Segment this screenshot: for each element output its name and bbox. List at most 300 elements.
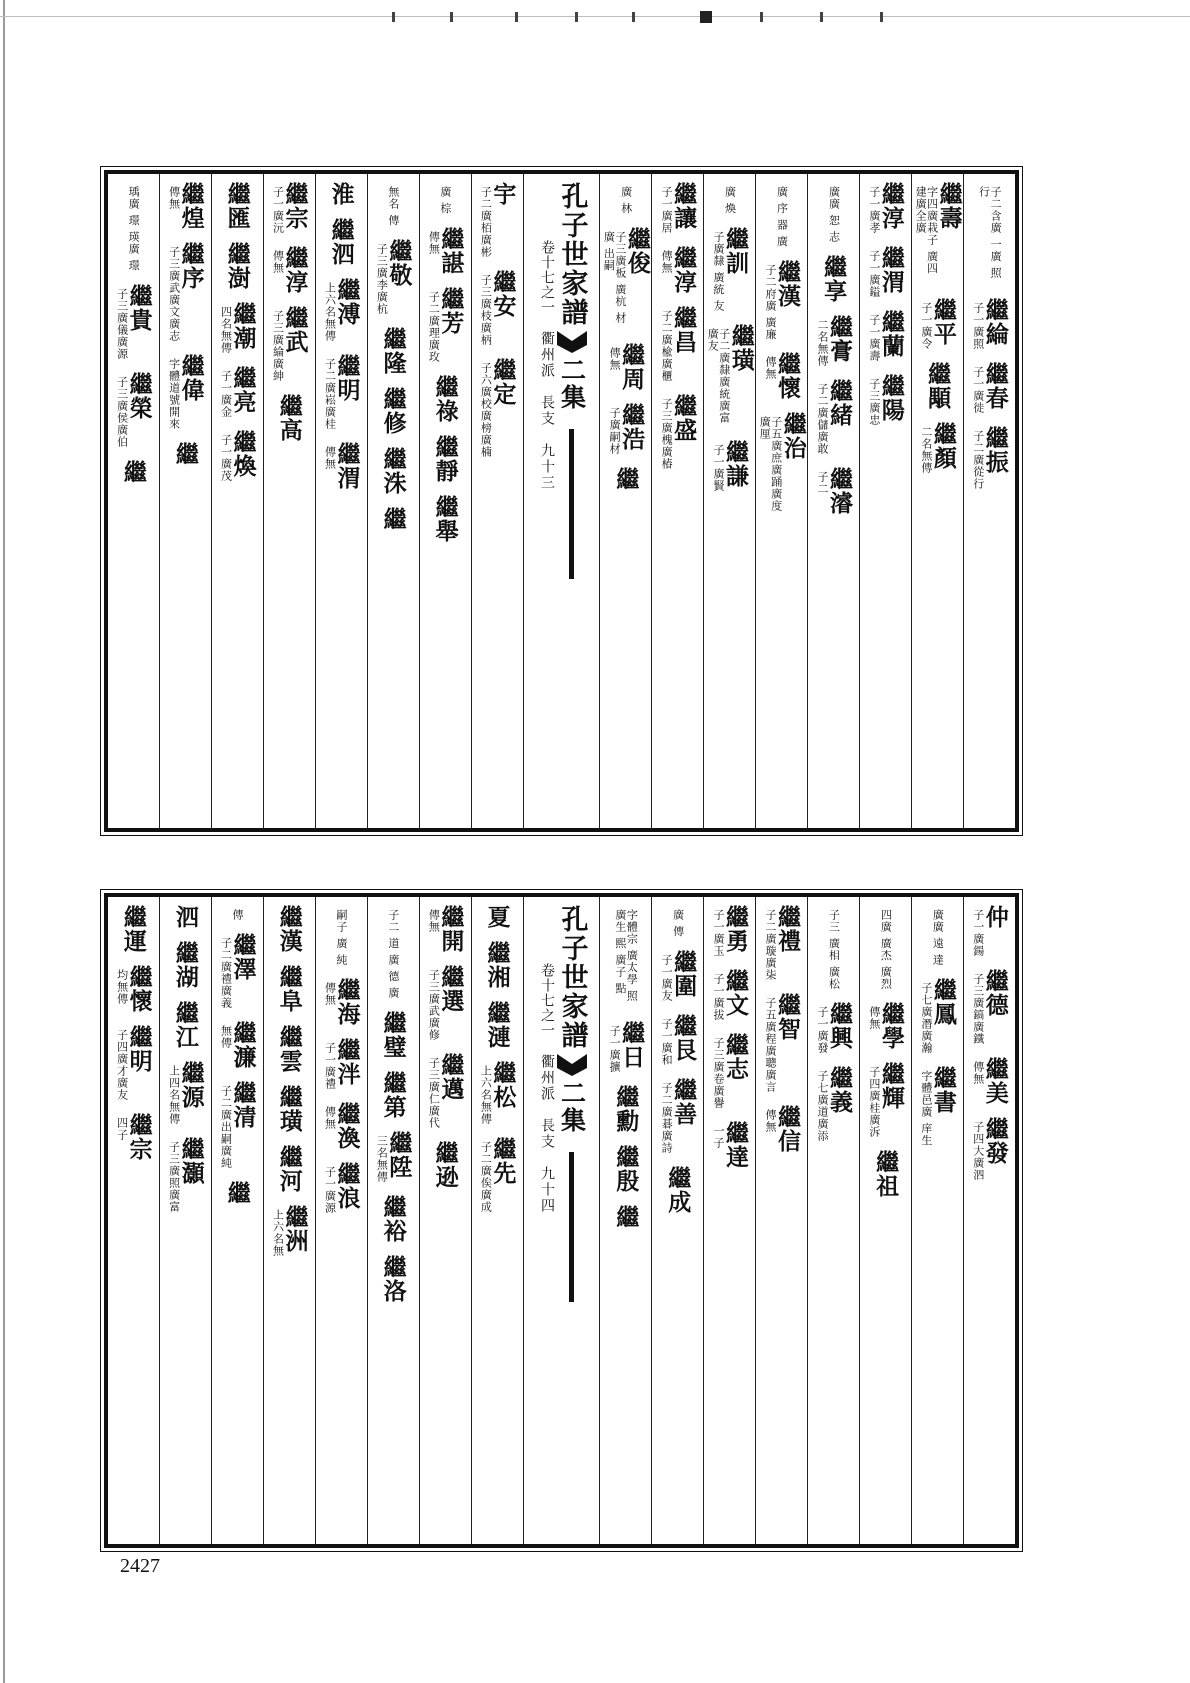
person-name: 繼善: [670, 1077, 698, 1126]
person-note: 子一廣壽: [867, 314, 881, 362]
genealogy-entry: [480, 1137, 515, 1213]
genealogy-entry: [603, 227, 649, 331]
genealogy-entry: [972, 362, 1007, 414]
genealogy-column: [315, 897, 367, 1544]
person-name: 繼宗: [281, 182, 309, 230]
genealogy-entry: [324, 1038, 359, 1090]
genealogy-entry: [428, 905, 463, 953]
genealogy-entry: [428, 965, 463, 1041]
person-note: 子二廣俟廣成: [479, 1141, 493, 1213]
center-black-bar: [569, 429, 574, 579]
genealogy-column: [859, 174, 911, 828]
person-note: 子二廣璇廣柒: [763, 909, 777, 981]
person-name: 繼洙: [379, 446, 407, 495]
genealogy-entry: [712, 969, 750, 1021]
person-note: 子一廣賢: [712, 443, 726, 492]
person-name: 繼圍: [670, 949, 698, 998]
genealogy-column: [963, 174, 1015, 828]
person-note: 子廣嗣材: [608, 406, 622, 455]
person-note: 子一廣沅: [271, 186, 285, 234]
person-name: 繼勳: [612, 1085, 640, 1133]
person-note: 子四大廣泗: [971, 1121, 985, 1181]
person-name: 繼浩: [618, 402, 646, 451]
person-name: 繼淳: [877, 182, 905, 230]
collection-label: 二集: [557, 357, 587, 411]
genealogy-entry: [379, 446, 407, 495]
genealogy-entry: [483, 1001, 511, 1049]
genealogy-entry: [379, 1071, 407, 1119]
person-note: 傳無: [323, 982, 337, 1006]
genealogy-entry: [116, 1025, 151, 1101]
person-name: 繼志: [722, 1033, 750, 1081]
genealogy-entry: [932, 905, 944, 966]
person-name: 繼顏: [929, 422, 957, 470]
person-note: 四廣 廣杰 廣烈: [879, 909, 893, 990]
genealogy-entry: [275, 394, 303, 442]
person-name: 繼盛: [670, 394, 698, 442]
person-name: 繼: [379, 506, 407, 531]
person-name: 繼讓: [670, 182, 698, 230]
person-name: 繼祖: [872, 1150, 900, 1198]
person-note: 子二廣出嗣廣純: [219, 1085, 233, 1169]
person-note: 子三 廣相 廣松: [827, 909, 841, 990]
person-name: 繼: [119, 459, 147, 484]
person-note: 廣 煥: [723, 186, 737, 215]
person-name: 繼定: [489, 358, 517, 406]
person-name: 繼澤: [229, 933, 257, 981]
genealogy-entry: [920, 978, 955, 1054]
genealogy-column: [859, 897, 911, 1544]
person-note: 子二廣儲廣敢: [815, 383, 829, 455]
person-note: 子三廣武廣文廣志: [167, 246, 181, 342]
person-note: 子一廣和: [660, 1017, 674, 1066]
genealogy-entry: [972, 298, 1007, 350]
person-name: 繼宗: [125, 1113, 153, 1161]
genealogy-entry: [776, 182, 788, 248]
person-name: 宇: [489, 182, 517, 206]
genealogy-entry: [972, 426, 1007, 490]
genealogy-entry: [324, 442, 359, 490]
genealogy-entry: [379, 1255, 407, 1303]
person-note: 子一廣發: [815, 1006, 829, 1054]
person-name: 繼顒: [924, 362, 952, 410]
person-name: 繼膏: [825, 315, 853, 363]
genealogy-entry: [272, 306, 307, 382]
genealogy-entry: [220, 430, 255, 482]
genealogy-entry: [171, 442, 199, 466]
genealogy-entry: [920, 422, 955, 474]
genealogy-entry: [324, 278, 359, 342]
person-name: 繼武: [281, 306, 309, 354]
genealogy-column: [651, 897, 703, 1544]
genealogy-column: [911, 174, 963, 828]
genealogy-entry: [232, 905, 244, 921]
person-name: 繼治: [779, 412, 807, 460]
person-note: 廣 序 器 廣: [775, 186, 789, 248]
genealogy-entry: [379, 1011, 407, 1059]
genealogy-entry: [920, 298, 955, 350]
person-note: 子一廣友: [660, 953, 674, 1002]
chapter-label: 卷十七之一: [538, 240, 555, 315]
person-name: 繼邁: [437, 1053, 465, 1101]
person-note: 子二廣隸廣統廣富廣友: [706, 327, 731, 424]
genealogy-entry: [428, 227, 463, 275]
genealogy-entry: [661, 182, 696, 234]
genealogy-entry: [168, 1061, 203, 1125]
genealogy-entry: [816, 467, 851, 515]
genealogy-entry: [431, 434, 459, 483]
person-name: 繼璧: [379, 1011, 407, 1059]
genealogy-entry: [275, 1145, 303, 1193]
genealogy-column: [755, 174, 807, 828]
genealogy-entry: [116, 372, 151, 448]
genealogy-column: [807, 174, 859, 828]
genealogy-column: [159, 897, 211, 1544]
genealogy-entry: [387, 182, 399, 227]
person-note: 傳無: [167, 186, 181, 210]
fish-tail-ornament-icon: [557, 331, 587, 353]
genealogy-entry: [324, 978, 359, 1026]
genealogy-entry: [712, 439, 750, 492]
person-name: 繼輝: [877, 1062, 905, 1110]
person-name: 繼洲: [281, 1205, 309, 1253]
genealogy-entry: [620, 182, 632, 215]
genealogy-entry: [324, 354, 359, 430]
genealogy-entry: [978, 182, 1001, 286]
person-name: 繼安: [489, 270, 517, 318]
person-name: 繼: [612, 1205, 640, 1229]
person-note: 子三廣綸廣紳: [271, 310, 285, 382]
person-name: 繼淳: [670, 246, 698, 294]
genealogy-column: [703, 174, 755, 828]
person-name: 繼隆: [379, 326, 407, 375]
person-name: 繼日: [618, 1021, 646, 1069]
person-name: 繼清: [229, 1081, 257, 1129]
person-note: 子二廣理廣玫: [427, 290, 441, 363]
person-note: 子一廣居: [660, 186, 674, 234]
person-name: 繼艮: [670, 1013, 698, 1062]
genealogy-entry: [868, 182, 903, 234]
genealogy-column: [599, 897, 651, 1544]
genealogy-entry: [920, 1066, 955, 1147]
person-note: 二名無傳: [919, 426, 933, 474]
genealogy-entry: [275, 965, 303, 1013]
genealogy-entry: [171, 1001, 199, 1049]
person-name: 繼懷: [773, 352, 801, 400]
genealogy-entry: [609, 1021, 644, 1073]
person-name: 繼祿: [431, 374, 459, 423]
person-name: 繼溥: [333, 278, 361, 326]
person-name: 繼湘: [483, 941, 511, 989]
genealogy-entry: [275, 905, 303, 953]
person-name: 繼發: [981, 1117, 1009, 1165]
person-note: 子三廣武廣修: [427, 969, 441, 1041]
person-name: 繼松: [489, 1061, 517, 1109]
person-name: 繼漣: [483, 1001, 511, 1049]
person-name: 繼亮: [229, 366, 257, 414]
person-name: 繼義: [825, 1066, 853, 1114]
person-note: 瑀廣 璟 瑛廣 璟: [127, 186, 141, 272]
genealogy-entry: [431, 494, 459, 543]
person-note: 傳無: [763, 1109, 777, 1133]
person-name: 繼智: [773, 993, 801, 1041]
genealogy-entry: [712, 905, 750, 957]
person-note: 子一廣源: [323, 1166, 337, 1214]
person-name: 繼訓: [722, 226, 750, 275]
genealogy-entry: [972, 1117, 1007, 1181]
person-note: 上六名無: [271, 1209, 285, 1257]
genealogy-column: [755, 897, 807, 1544]
genealogy-entry: [724, 182, 736, 215]
genealogy-column: [651, 174, 703, 828]
chapter-label: 卷十七之一: [538, 963, 555, 1038]
genealogy-entry: [612, 1145, 640, 1193]
person-name: 繼偉: [177, 354, 205, 402]
branch-label: 衢州派 長支 九十三: [538, 331, 555, 491]
person-name: 繼信: [773, 1105, 801, 1153]
genealogy-entry: [220, 366, 255, 418]
genealogy-entry: [439, 182, 451, 215]
person-name: 繼浪: [333, 1162, 361, 1210]
collection-label: 二集: [557, 1080, 587, 1134]
person-note: 子三廣照廣富: [167, 1141, 181, 1213]
genealogy-entry: [972, 905, 1007, 957]
genealogy-entry: [387, 905, 399, 999]
person-note: 廣 棕: [438, 186, 452, 215]
person-name: 繼享: [820, 255, 848, 303]
genealogy-entry: [664, 1165, 692, 1214]
genealogy-entry: [379, 386, 407, 435]
person-name: 繼煌: [177, 182, 205, 230]
person-note: 子一廣茂: [219, 434, 233, 482]
genealogy-entry: [816, 1066, 851, 1142]
genealogy-column: [263, 174, 315, 828]
person-name: 繼芳: [437, 286, 465, 335]
person-name: 繼澍: [223, 242, 251, 290]
person-note: 傳無: [763, 356, 777, 380]
genealogy-column: [108, 174, 159, 828]
genealogy-column: [211, 174, 263, 828]
person-note: 子一廣孝: [867, 186, 881, 234]
genealogy-column: [963, 897, 1015, 1544]
person-name: 繼灝: [177, 1137, 205, 1185]
genealogy-entry: [609, 403, 644, 455]
genealogy-entry: [168, 242, 203, 342]
genealogy-entry: [324, 1162, 359, 1214]
genealogy-column: [367, 897, 419, 1544]
person-name: 繼煥: [229, 430, 257, 478]
person-note: 子一廣鎰: [867, 250, 881, 298]
person-name: 繼明: [333, 354, 361, 402]
genealogy-entry: [220, 302, 255, 354]
genealogy-entry: [759, 412, 805, 516]
genealogy-column: [471, 897, 523, 1544]
person-note: 子三廣卷廣譽: [712, 1037, 726, 1109]
person-name: 繼阜: [275, 965, 303, 1013]
person-name: 繼: [171, 442, 199, 466]
genealogy-entry: [223, 242, 251, 290]
person-name: 繼河: [275, 1145, 303, 1193]
person-name: 繼平: [929, 298, 957, 346]
genealogy-entry: [612, 1205, 640, 1229]
genealogy-entry: [880, 905, 892, 990]
top-margin-marks: [0, 10, 1190, 24]
person-name: 繼逊: [431, 1141, 459, 1189]
person-name: 繼渙: [333, 1102, 361, 1150]
person-name: 繼周: [618, 342, 646, 391]
person-name: 繼璜: [727, 323, 755, 372]
person-name: 繼美: [981, 1057, 1009, 1105]
person-note: 子六廣校廣榜廣楠: [479, 362, 493, 458]
genealogy-entry: [828, 182, 840, 243]
person-name: 繼修: [379, 386, 407, 435]
person-name: 繼運: [119, 905, 147, 953]
genealogy-column: [315, 174, 367, 828]
person-name: 繼舉: [431, 494, 459, 543]
genealogy-entry: [816, 1002, 851, 1054]
person-name: 繼貴: [125, 283, 153, 332]
person-note: 三名無傳: [375, 1135, 389, 1183]
person-note: 字體邑廣 庠生: [919, 1070, 933, 1147]
person-name: 淮: [327, 182, 355, 206]
person-note: 子三廣枝廣柄: [479, 274, 493, 346]
person-note: 子三廣侯廣伯: [115, 375, 129, 448]
genealogy-entry: [379, 1195, 407, 1243]
person-name: 繼裕: [379, 1195, 407, 1243]
person-name: 繼淳: [281, 246, 309, 294]
genealogy-entry: [707, 324, 753, 428]
genealogy-entry: [712, 1033, 750, 1109]
genealogy-entry: [661, 246, 696, 294]
genealogy-entry: [612, 1085, 640, 1133]
genealogy-entry: [712, 226, 750, 312]
title-column: [523, 174, 600, 828]
genealogy-entry: [119, 905, 147, 953]
genealogy-entry: [220, 1081, 255, 1169]
person-note: 一子: [712, 1125, 726, 1149]
genealogy-entry: [119, 459, 147, 484]
person-name: 繼泮: [333, 1038, 361, 1086]
person-name: 繼學: [877, 1002, 905, 1050]
person-note: 均無傳: [115, 969, 129, 1005]
genealogy-entry: [483, 941, 511, 989]
book-title: 孔子世家譜: [556, 905, 588, 1050]
genealogy-entry: [661, 394, 696, 470]
person-note: 傳無: [971, 1061, 985, 1085]
person-name: 繼江: [171, 1001, 199, 1049]
person-note: 子二廣從行: [971, 430, 985, 490]
person-name: 仲: [981, 905, 1009, 929]
person-note: 子廣隸 廣統 友: [712, 230, 726, 312]
genealogy-entry: [116, 284, 151, 360]
person-note: 廣 林: [619, 186, 633, 215]
genealogy-entry: [220, 933, 255, 1009]
person-note: 廣 傳: [671, 909, 685, 938]
genealogy-entry: [764, 260, 799, 341]
person-name: 繼榮: [125, 371, 153, 420]
person-note: 子二 道 廣 德 廣: [386, 909, 400, 999]
person-name: 繼明: [125, 1025, 153, 1073]
genealogy-entry: [376, 1131, 411, 1183]
person-name: 繼選: [437, 965, 465, 1013]
person-name: 繼昌: [670, 306, 698, 354]
genealogy-column: [703, 897, 755, 1544]
person-name: 繼諶: [437, 226, 465, 275]
person-note: 子一廣令: [919, 302, 933, 350]
genealogy-column: [263, 897, 315, 1544]
genealogy-entry: [828, 905, 840, 990]
person-name: 繼興: [825, 1002, 853, 1050]
person-name: 繼漢: [773, 259, 801, 308]
genealogy-column: [471, 174, 523, 828]
person-note: 子一廣徙: [971, 366, 985, 414]
genealogy-entry: [168, 354, 203, 430]
genealogy-entry: [672, 905, 684, 938]
person-note: 四名無傳: [219, 306, 233, 354]
person-note: 四子: [115, 1117, 129, 1141]
person-note: 傳無: [608, 346, 622, 371]
person-note: 上四名無傳: [167, 1065, 181, 1125]
person-note: 上六名無傳: [479, 1065, 493, 1125]
person-name: 繼海: [333, 978, 361, 1026]
person-note: 子四廣才廣友: [115, 1029, 129, 1101]
genealogy-entry: [816, 379, 851, 455]
person-note: 字四廣栽子 廣四建廣全廣: [914, 186, 939, 275]
person-note: 子五廣程廣聰廣言: [763, 997, 777, 1093]
person-name: 繼: [612, 466, 640, 491]
genealogy-entry: [335, 905, 347, 966]
person-note: 子三廣儀廣源: [115, 287, 129, 360]
person-name: 繼鳳: [929, 978, 957, 1026]
person-note: 無名 傳: [386, 186, 400, 227]
genealogy-entry: [764, 352, 799, 400]
person-note: 廣廣 恕 志: [827, 186, 841, 243]
person-note: 子二含廣 一廣 照 行: [977, 186, 1003, 279]
person-name: 繼漢: [275, 905, 303, 953]
person-note: 傳無: [427, 909, 441, 933]
genealogy-entry: [820, 255, 848, 303]
genealogy-entry: [868, 310, 903, 362]
person-note: 子五廣庶廣踊廣度廣厘: [758, 416, 783, 512]
person-name: 繼先: [489, 1137, 517, 1185]
genealogy-entry: [868, 246, 903, 298]
genealogy-table-upper: [104, 170, 1019, 832]
genealogy-entry: [915, 182, 961, 286]
person-name: 繼達: [722, 1121, 750, 1169]
person-name: 繼殷: [612, 1145, 640, 1193]
book-title: 孔子世家譜: [556, 182, 588, 327]
person-note: 子三廣李廣杭: [375, 242, 389, 315]
fish-tail-ornament-icon: [557, 1054, 587, 1076]
genealogy-entry: [483, 905, 511, 929]
person-name: 繼第: [379, 1071, 407, 1119]
person-name: 繼緒: [825, 379, 853, 427]
genealogy-entry: [376, 239, 411, 315]
genealogy-column: [911, 897, 963, 1544]
person-name: 泗: [171, 905, 199, 929]
person-name: 繼源: [177, 1061, 205, 1109]
person-note: 子一廣拔: [712, 973, 726, 1021]
person-note: 子二廣栢廣彬: [479, 186, 493, 258]
person-note: 子二廣碁廣詩: [660, 1081, 674, 1154]
genealogy-entry: [379, 326, 407, 375]
person-name: 繼序: [177, 242, 205, 290]
person-note: 子一廣鍚: [971, 909, 985, 957]
person-name: 繼成: [664, 1165, 692, 1214]
person-note: 子三廣槐廣椿: [660, 398, 674, 470]
genealogy-column: [419, 897, 471, 1544]
person-name: 繼雲: [275, 1025, 303, 1073]
